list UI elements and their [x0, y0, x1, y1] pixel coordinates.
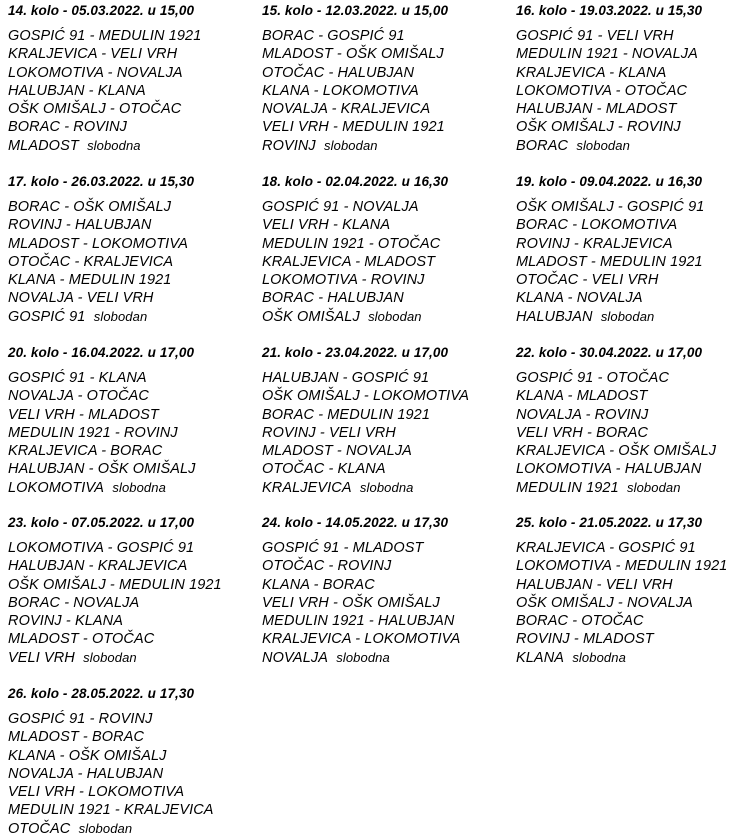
bye-line: [8, 649, 248, 667]
match: HALUBJAN - VELI VRH: [516, 576, 673, 593]
round-21: [262, 344, 502, 497]
match: KLANA - OŠK OMIŠALJ: [8, 747, 167, 764]
match: GOSPIĆ 91 - VELI VRH: [516, 28, 674, 44]
match: GOSPIĆ 91 - OTOČAC: [516, 370, 670, 386]
bye-line: [8, 820, 248, 838]
match: KRALJEVICA - GOSPIĆ 91: [516, 540, 696, 556]
bye-team: NOVALJA: [262, 649, 328, 666]
match: OŠK OMIŠALJ - NOVALJA: [516, 594, 693, 611]
round-22: [516, 344, 750, 497]
round-17: [8, 173, 248, 326]
bye-label: slobodan: [83, 649, 137, 665]
round-15: [262, 2, 502, 155]
round-title: 18. kolo - 02.04.2022. u 16,30: [262, 174, 449, 189]
match: GOSPIĆ 91 - MEDULIN 1921: [8, 28, 202, 44]
match: KRALJEVICA - KLANA: [516, 64, 667, 81]
match: ROVINJ - VELI VRH: [262, 424, 396, 441]
match: HALUBJAN - OŠK OMIŠALJ: [8, 461, 196, 478]
bye-team: MLADOST: [8, 137, 79, 154]
match: KLANA - MEDULIN 1921: [8, 272, 172, 289]
match: VELI VRH - BORAC: [516, 424, 649, 441]
match: OŠK OMIŠALJ - MEDULIN 1921: [8, 576, 222, 593]
match: OTOČAC - ROVINJ: [262, 558, 392, 575]
bye-label: slobodan: [78, 820, 133, 836]
match: MEDULIN 1921 - ROVINJ: [8, 424, 178, 441]
match: HALUBJAN - KLANA: [8, 82, 146, 99]
match: NOVALJA - HALUBJAN: [8, 765, 164, 782]
bye-line: [8, 308, 248, 326]
match: GOSPIĆ 91 - MLADOST: [262, 540, 424, 556]
match: ROVINJ - MLADOST: [516, 631, 654, 648]
round-19: [516, 173, 750, 326]
match: KRALJEVICA - MLADOST: [262, 253, 436, 270]
match: MLADOST - LOKOMOTIVA: [8, 235, 189, 252]
round-title: 22. kolo - 30.04.2022. u 17,00: [516, 345, 703, 360]
match: VELI VRH - KLANA: [262, 217, 391, 234]
bye-line: [516, 649, 750, 667]
bye-line: [516, 137, 750, 155]
match: OTOČAC - HALUBJAN: [262, 64, 415, 81]
round-18: [262, 173, 502, 326]
match: HALUBJAN - GOSPIĆ 91: [262, 370, 430, 386]
match: VELI VRH - LOKOMOTIVA: [8, 784, 185, 801]
round-title: 26. kolo - 28.05.2022. u 17,30: [8, 686, 195, 701]
match: NOVALJA - KRALJEVICA: [262, 101, 431, 118]
bye-team: LOKOMOTIVA: [8, 479, 105, 496]
bye-label: slobodan: [576, 137, 630, 153]
bye-label: slobodan: [324, 137, 378, 153]
match: GOSPIĆ 91 - NOVALJA: [262, 199, 419, 215]
match: GOSPIĆ 91 - ROVINJ: [8, 711, 153, 727]
match: KLANA - LOKOMOTIVA: [262, 82, 419, 99]
bye-team: KRALJEVICA: [262, 479, 352, 496]
match: NOVALJA - VELI VRH: [8, 290, 154, 307]
match: ROVINJ - HALUBJAN: [8, 217, 152, 234]
match: VELI VRH - MLADOST: [8, 406, 159, 423]
bye-line: [8, 479, 248, 497]
match: BORAC - NOVALJA: [8, 594, 140, 611]
match: KRALJEVICA - BORAC: [8, 443, 163, 460]
match: LOKOMOTIVA - NOVALJA: [8, 64, 183, 81]
match: KLANA - BORAC: [262, 576, 375, 593]
match: MLADOST - MEDULIN 1921: [516, 253, 703, 270]
match: MLADOST - NOVALJA: [262, 443, 412, 460]
match: MLADOST - OTOČAC: [8, 631, 155, 648]
match: BORAC - HALUBJAN: [262, 290, 404, 307]
bye-label: slobodna: [572, 649, 626, 665]
bye-label: slobodan: [93, 308, 148, 324]
round-25: [516, 514, 750, 667]
round-title: 16. kolo - 19.03.2022. u 15,30: [516, 3, 703, 18]
match: GOSPIĆ 91 - KLANA: [8, 370, 147, 386]
match: BORAC - ROVINJ: [8, 119, 128, 136]
bye-team: OTOČAC: [8, 820, 71, 837]
bye-line: [262, 479, 502, 497]
round-title: 24. kolo - 14.05.2022. u 17,30: [262, 515, 449, 530]
match: LOKOMOTIVA - ROVINJ: [262, 272, 425, 289]
bye-line: [8, 137, 248, 155]
match: HALUBJAN - KRALJEVICA: [8, 558, 188, 575]
match: BORAC - GOSPIĆ 91: [262, 28, 405, 44]
bye-line: [262, 308, 502, 326]
match: MLADOST - OŠK OMIŠALJ: [262, 46, 444, 63]
round-title: 25. kolo - 21.05.2022. u 17,30: [516, 515, 703, 530]
bye-label: slobodan: [627, 479, 681, 495]
match: ROVINJ - KLANA: [8, 613, 124, 630]
match: LOKOMOTIVA - HALUBJAN: [516, 461, 702, 478]
match: VELI VRH - MEDULIN 1921: [262, 119, 445, 136]
match: MLADOST - BORAC: [8, 729, 145, 746]
match: BORAC - LOKOMOTIVA: [516, 217, 678, 234]
match: OTOČAC - KRALJEVICA: [8, 253, 174, 270]
match: MEDULIN 1921 - KRALJEVICA: [8, 802, 214, 819]
match: OŠK OMIŠALJ - ROVINJ: [516, 119, 681, 136]
match: LOKOMOTIVA - GOSPIĆ 91: [8, 540, 195, 556]
round-title: 14. kolo - 05.03.2022. u 15,00: [8, 3, 195, 18]
match: KLANA - NOVALJA: [516, 290, 643, 307]
match: BORAC - OŠK OMIŠALJ: [8, 199, 172, 215]
match: ROVINJ - KRALJEVICA: [516, 235, 673, 252]
match: OTOČAC - KLANA: [262, 461, 386, 478]
bye-line: [262, 649, 502, 667]
match: KRALJEVICA - OŠK OMIŠALJ: [516, 443, 717, 460]
round-title: 23. kolo - 07.05.2022. u 17,00: [8, 515, 195, 530]
bye-team: OŠK OMIŠALJ: [262, 308, 360, 325]
match: KLANA - MLADOST: [516, 388, 648, 405]
match: OŠK OMIŠALJ - LOKOMOTIVA: [262, 388, 470, 405]
bye-team: MEDULIN 1921: [516, 479, 619, 496]
bye-team: KLANA: [516, 649, 565, 666]
bye-team: HALUBJAN: [516, 308, 593, 325]
match: OTOČAC - VELI VRH: [516, 272, 659, 289]
match: NOVALJA - OTOČAC: [8, 388, 149, 405]
match: MEDULIN 1921 - NOVALJA: [516, 46, 698, 63]
bye-line: [516, 479, 750, 497]
bye-label: slobodna: [87, 137, 141, 153]
match: BORAC - MEDULIN 1921: [262, 406, 430, 423]
match: LOKOMOTIVA - OTOČAC: [516, 82, 688, 99]
match: MEDULIN 1921 - OTOČAC: [262, 235, 441, 252]
bye-label: slobodna: [112, 479, 166, 495]
match: LOKOMOTIVA - MEDULIN 1921: [516, 558, 728, 575]
match: OŠK OMIŠALJ - OTOČAC: [8, 101, 182, 118]
match: BORAC - OTOČAC: [516, 613, 644, 630]
round-26: [8, 685, 248, 838]
round-title: 17. kolo - 26.03.2022. u 15,30: [8, 174, 195, 189]
round-16: [516, 2, 750, 155]
match: VELI VRH - OŠK OMIŠALJ: [262, 594, 440, 611]
bye-team: VELI VRH: [8, 649, 75, 666]
round-title: 15. kolo - 12.03.2022. u 15,00: [262, 3, 449, 18]
round-24: [262, 514, 502, 667]
bye-line: [516, 308, 750, 326]
round-20: [8, 344, 248, 497]
bye-team: ROVINJ: [262, 137, 316, 154]
bye-line: [262, 137, 502, 155]
round-23: [8, 514, 248, 667]
bye-label: slobodna: [359, 479, 414, 495]
bye-team: GOSPIĆ 91: [8, 308, 86, 325]
round-title: 20. kolo - 16.04.2022. u 17,00: [8, 345, 195, 360]
round-14: [8, 2, 248, 155]
bye-team: BORAC: [516, 137, 569, 154]
match: KRALJEVICA - LOKOMOTIVA: [262, 631, 461, 648]
match: NOVALJA - ROVINJ: [516, 406, 649, 423]
bye-label: slobodan: [600, 308, 655, 324]
bye-label: slobodan: [368, 308, 422, 324]
match: OŠK OMIŠALJ - GOSPIĆ 91: [516, 199, 705, 215]
match: KRALJEVICA - VELI VRH: [8, 46, 178, 63]
round-title: 19. kolo - 09.04.2022. u 16,30: [516, 174, 703, 189]
match: HALUBJAN - MLADOST: [516, 101, 677, 118]
match: MEDULIN 1921 - HALUBJAN: [262, 613, 455, 630]
round-title: 21. kolo - 23.04.2022. u 17,00: [262, 345, 449, 360]
bye-label: slobodna: [336, 649, 390, 665]
